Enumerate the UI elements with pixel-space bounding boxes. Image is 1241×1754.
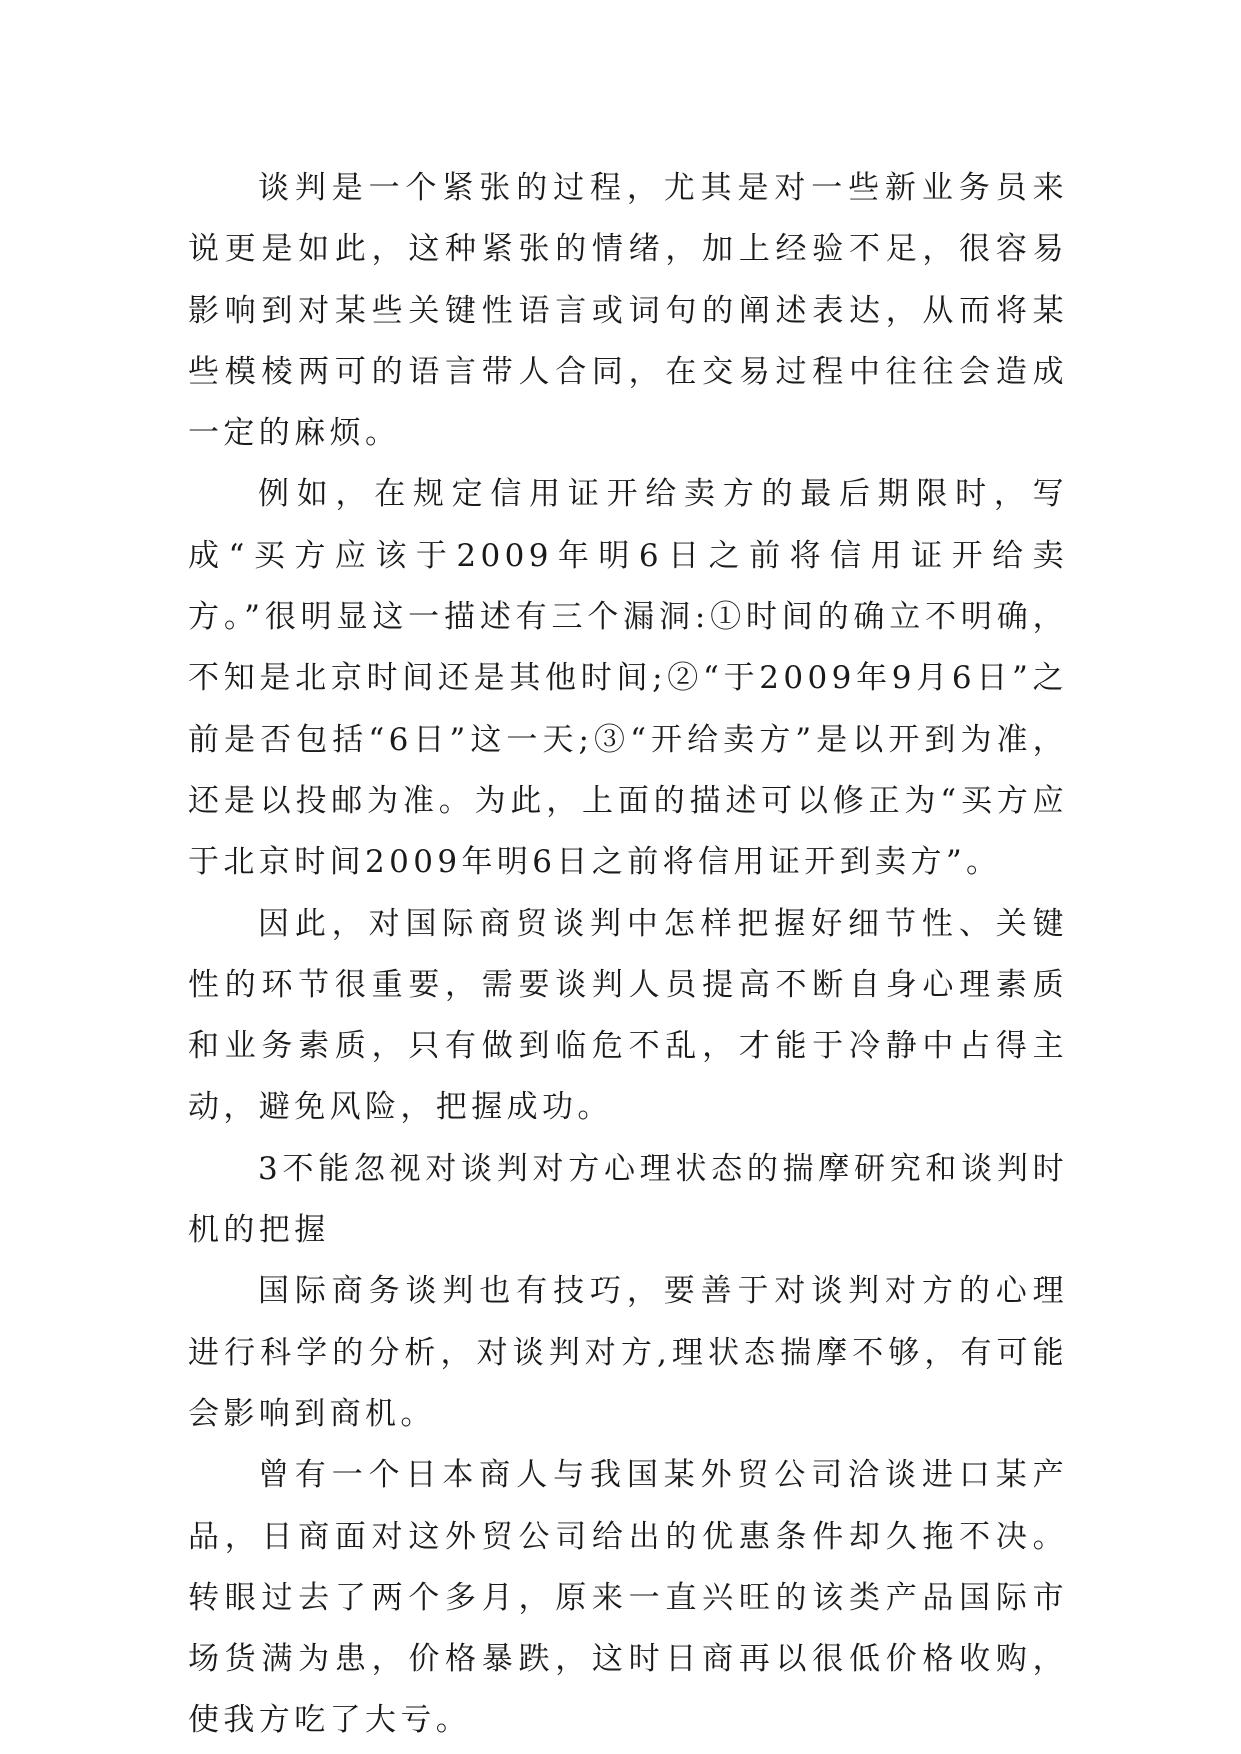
paragraph-example: 例如，在规定信用证开给卖方的最后期限时，写成“买方应该于2009年明6日之前将信用证开给卖方。”很明显这一描述有三个漏洞:①时间的确立不明确，不知是北京时间还是其他时间;②“于2009年9月6日”之前是否包括“6日”这一天;③“开给卖方”是以开到为准，还是以投邮为准。为此，上面的描述可以修正为“买方应于北京时间2009年明6日之前将信用证开到卖方”。 — [188, 476, 1068, 881]
section-heading-3: 3不能忽视对谈判对方心理状态的揣摩研究和谈判时机的把握 — [188, 1150, 1068, 1249]
paragraph-technique: 国际商务谈判也有技巧，要善于对谈判对方的心理进行科学的分析，对谈判对方,理状态揣摩不够，有可能会影响到商机。 — [188, 1273, 1068, 1432]
paragraph-conclusion: 因此，对国际商贸谈判中怎样把握好细节性、关键性的环节很重要，需要谈判人员提高不断自身心理素质和业务素质，只有做到临危不乱，才能于冷静中占得主动，避免风险，把握成功。 — [188, 905, 1068, 1126]
paragraph-intro: 谈判是一个紧张的过程，尤其是对一些新业务员来说更是如此，这种紧张的情绪，加上经验不足，很容易影响到对某些关键性语言或词句的阐述表达，从而将某些模棱两可的语言带人合同，在交易过程中往往会造成一定的麻烦。 — [188, 170, 1068, 452]
body-text — [188, 158, 1068, 1752]
paragraph-case: 曾有一个日本商人与我国某外贸公司洽谈进口某产品，日商面对这外贸公司给出的优惠条件却久拖不决。转眼过去了两个多月，原来一直兴旺的该类产品国际市场货满为患，价格暴跌，这时日商再以很低价格收购，使我方吃了大亏。 — [188, 1457, 1068, 1739]
